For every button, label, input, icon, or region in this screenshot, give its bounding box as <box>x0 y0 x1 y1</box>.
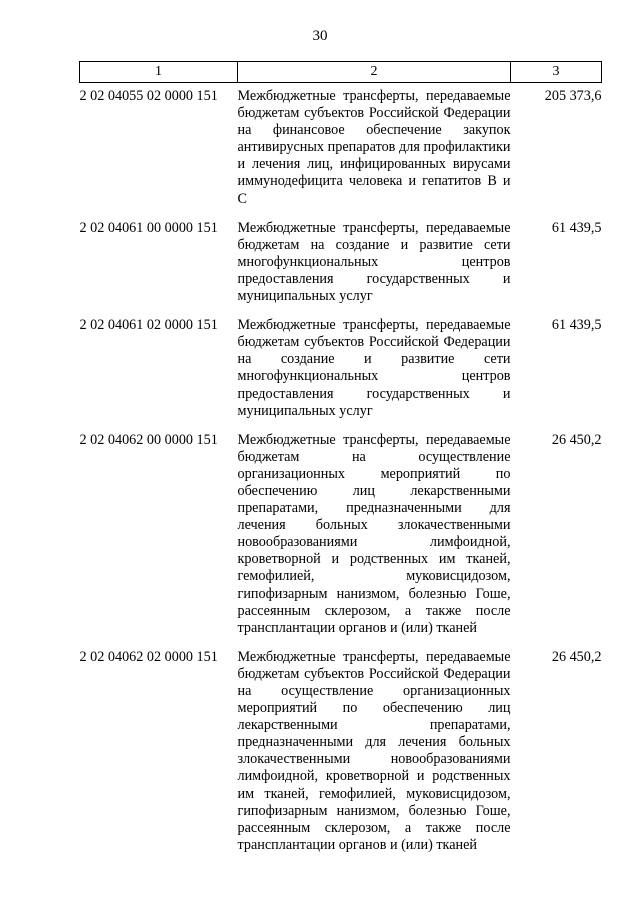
row-amount: 26 450,2 <box>551 431 602 448</box>
table-header-row <box>80 62 602 83</box>
row-amount: 205 373,6 <box>544 88 602 104</box>
column-header-code: 1 <box>80 62 238 83</box>
row-name: Межбюджетные трансферты, передаваемые бюджетам на создание и развитие сети многофункциональных центров предоставления государственных и муниципальных услуг <box>237 219 511 305</box>
column-header-name: 2 <box>238 62 511 83</box>
row-amount: 61 439,5 <box>551 317 602 334</box>
table-row <box>80 645 602 862</box>
page-number: 30 <box>312 28 328 44</box>
row-code: 2 02 04055 02 0000 151 <box>79 88 218 104</box>
table-row <box>80 83 602 216</box>
row-name: Межбюджетные трансферты, передаваемые бюджетам субъектов Российской Федерации на финансовое обеспечение закупок антивирусных препаратов для профилактики и лечения лиц, инфицированных вирусами иммунодефицита человека и гепатитов B и C <box>237 88 511 207</box>
row-code: 2 02 04062 00 0000 151 <box>79 431 218 448</box>
row-code: 2 02 04062 02 0000 151 <box>79 648 218 665</box>
row-amount: 26 450,2 <box>551 648 602 665</box>
row-code: 2 02 04061 00 0000 151 <box>79 219 218 236</box>
table-row <box>80 216 602 313</box>
row-name: Межбюджетные трансферты, передаваемые бюджетам субъектов Российской Федерации на осуществление организационных мероприятий по обеспечению лиц лекарственными препаратами, предназначенными для лечения больных злокачественными новообразованиями лимфоидной, кроветворной и родственных им тканей, гемофилией, муковисцидозом, гипофизарным нанизмом, болезнью Гоше, рассеянным склерозом, а также после трансплантации органов и (или) тканей <box>237 648 511 853</box>
table-row <box>80 313 602 428</box>
column-header-amount: 3 <box>511 62 602 83</box>
budget-table <box>79 61 602 862</box>
budget-table-container <box>79 61 601 862</box>
table-row <box>80 428 602 645</box>
row-code: 2 02 04061 02 0000 151 <box>79 317 218 334</box>
row-amount: 61 439,5 <box>551 219 602 236</box>
row-name: Межбюджетные трансферты, передаваемые бюджетам на осуществление организационных мероприятий по обеспечению лиц лекарственными препаратами, предназначенными для лечения больных злокачественными новообразованиями лимфоидной, кроветворной и родственных им тканей, гемофилией, муковисцидозом, гипофизарным нанизмом, болезнью Гоше, рассеянным склерозом, а также после трансплантации органов и (или) тканей <box>237 431 511 636</box>
row-name: Межбюджетные трансферты, передаваемые бюджетам субъектов Российской Федерации на создание и развитие сети многофункциональных центров предоставления государственных и муниципальных услуг <box>237 317 511 419</box>
